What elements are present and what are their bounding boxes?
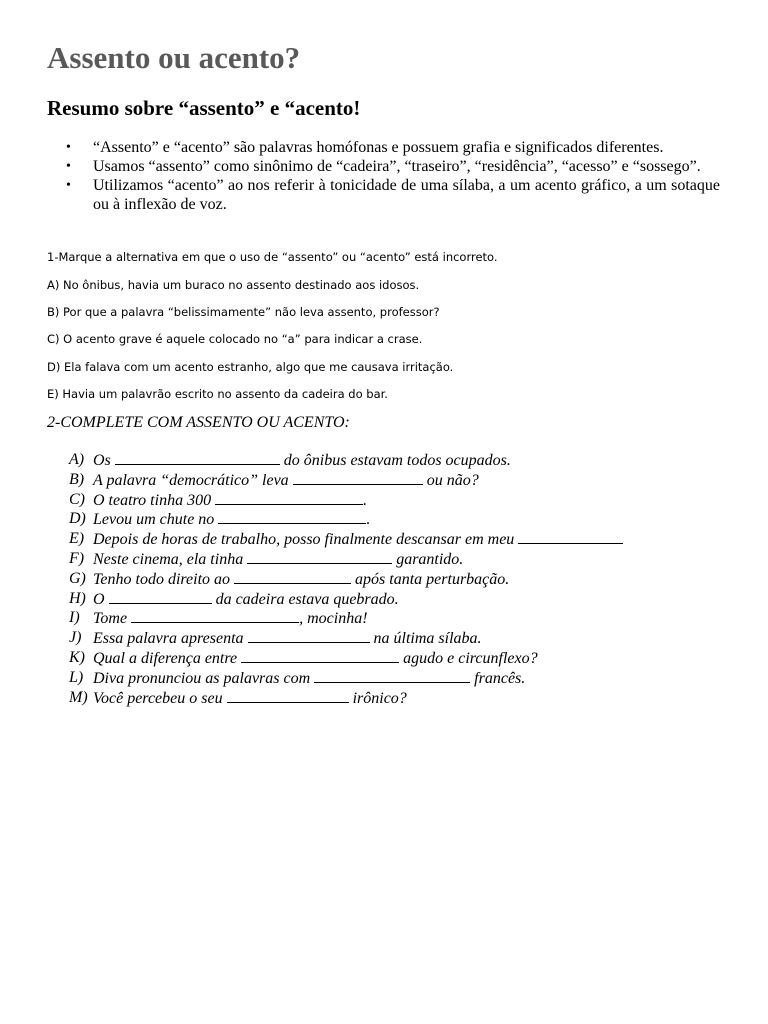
exercise-item bbox=[69, 510, 749, 530]
exercise-text-before: A palavra “democrático” leva bbox=[93, 471, 289, 489]
question-1-prompt: 1-Marque a alternativa em que o uso de “assento” ou “acento” está incorreto. bbox=[47, 250, 498, 264]
question-1-option-b: B) Por que a palavra “belissimamente” não leva assento, professor? bbox=[47, 305, 440, 319]
answer-blank[interactable] bbox=[115, 451, 280, 465]
exercise-label: J) bbox=[69, 629, 82, 647]
exercise-label: L) bbox=[69, 668, 84, 686]
exercise-text-before: Você percebeu o seu bbox=[93, 689, 223, 707]
answer-blank[interactable] bbox=[234, 570, 351, 584]
exercise-text-after: agudo e circunflexo? bbox=[403, 649, 538, 667]
answer-blank[interactable] bbox=[109, 590, 212, 604]
page-subtitle: Resumo sobre “assento” e “acento! bbox=[47, 96, 361, 120]
exercise-item bbox=[69, 629, 749, 649]
question-1-option-a: A) No ônibus, havia um buraco no assento destinado aos idosos. bbox=[47, 278, 420, 292]
exercise-text-before: Tome bbox=[93, 610, 128, 628]
exercise-label: M) bbox=[69, 688, 88, 706]
exercise-text-before: Os bbox=[93, 452, 111, 469]
answer-blank[interactable] bbox=[215, 491, 363, 505]
exercise-label: H) bbox=[69, 589, 86, 607]
exercise-text-after: . bbox=[366, 511, 371, 529]
answer-blank[interactable] bbox=[131, 609, 299, 623]
exercise-label: F) bbox=[69, 549, 85, 567]
exercise-item bbox=[69, 669, 749, 689]
question-1-option-c: C) O acento grave é aquele colocado no “a” para indicar a crase. bbox=[47, 332, 423, 346]
summary-item: • Utilizamos “acento” ao nos referir à tonicidade de uma sílaba, a um acento gráfico, a um sotaque ou à inflexão de voz. bbox=[47, 176, 720, 214]
exercise-text-after: da cadeira estava quebrado. bbox=[215, 590, 399, 608]
exercise-text-after: , mocinha! bbox=[299, 610, 368, 628]
exercise-item bbox=[69, 471, 749, 491]
summary-item: • Usamos “assento” como sinônimo de “cadeira”, “traseiro”, “residência”, “acesso” e “sossego”. bbox=[47, 157, 720, 176]
exercise-text-after: ou não? bbox=[426, 471, 479, 489]
exercise-text-before: Tenho todo direito ao bbox=[93, 570, 231, 588]
exercise-item bbox=[69, 570, 749, 590]
question-1-option-d: D) Ela falava com um acento estranho, algo que me causava irritação. bbox=[47, 360, 454, 374]
exercise-label: D) bbox=[69, 510, 86, 528]
answer-blank[interactable] bbox=[293, 471, 423, 485]
question-2-heading: 2-COMPLETE COM ASSENTO OU ACENTO: bbox=[47, 414, 350, 431]
exercise-item bbox=[69, 550, 749, 570]
exercise-text-before: Levou um chute no bbox=[93, 511, 215, 529]
exercise-text-after: francês. bbox=[474, 669, 526, 687]
exercise-list bbox=[69, 451, 749, 708]
answer-blank[interactable] bbox=[227, 689, 349, 703]
page-title: Assento ou acento? bbox=[47, 40, 301, 75]
exercise-text-before: Essa palavra apresenta bbox=[93, 630, 244, 648]
exercise-text-before: Qual a diferença entre bbox=[93, 649, 238, 667]
summary-list bbox=[47, 138, 720, 214]
exercise-item bbox=[69, 609, 749, 629]
answer-blank[interactable] bbox=[241, 649, 399, 663]
exercise-text-after: garantido. bbox=[396, 550, 464, 568]
answer-blank[interactable] bbox=[248, 629, 370, 643]
exercise-text-after: na última sílaba. bbox=[373, 630, 482, 648]
exercise-text-before: Neste cinema, ela tinha bbox=[93, 550, 244, 568]
exercise-label: K) bbox=[69, 648, 85, 666]
exercise-text-after: . bbox=[363, 491, 368, 509]
exercise-item bbox=[69, 530, 749, 550]
exercise-item bbox=[69, 491, 749, 511]
exercise-text-before: Diva pronunciou as palavras com bbox=[93, 669, 311, 687]
answer-blank[interactable] bbox=[518, 530, 623, 544]
exercise-item bbox=[69, 689, 749, 709]
exercise-text-before: Depois de horas de trabalho, posso finalmente descansar em meu bbox=[93, 531, 515, 549]
exercise-label: A) bbox=[69, 451, 85, 468]
exercise-label: G) bbox=[69, 569, 86, 587]
exercise-label: B) bbox=[69, 470, 85, 488]
exercise-text-before: O bbox=[93, 590, 105, 608]
exercise-label: I) bbox=[69, 609, 80, 627]
answer-blank[interactable] bbox=[218, 510, 366, 524]
exercise-label: C) bbox=[69, 490, 85, 508]
exercise-text-after: do ônibus estavam todos ocupados. bbox=[283, 452, 511, 469]
exercise-item bbox=[69, 649, 749, 669]
exercise-label: E) bbox=[69, 530, 85, 548]
exercise-item bbox=[69, 590, 749, 610]
exercise-item bbox=[69, 451, 749, 471]
answer-blank[interactable] bbox=[314, 669, 470, 683]
exercise-text-after: após tanta perturbação. bbox=[355, 570, 510, 588]
exercise-text-before: O teatro tinha 300 bbox=[93, 491, 212, 509]
summary-item: • “Assento” e “acento” são palavras homófonas e possuem grafia e significados diferentes. bbox=[47, 138, 720, 157]
question-1-option-e: E) Havia um palavrão escrito no assento da cadeira do bar. bbox=[47, 387, 388, 401]
exercise-text-after: irônico? bbox=[352, 689, 407, 707]
answer-blank[interactable] bbox=[247, 550, 392, 564]
